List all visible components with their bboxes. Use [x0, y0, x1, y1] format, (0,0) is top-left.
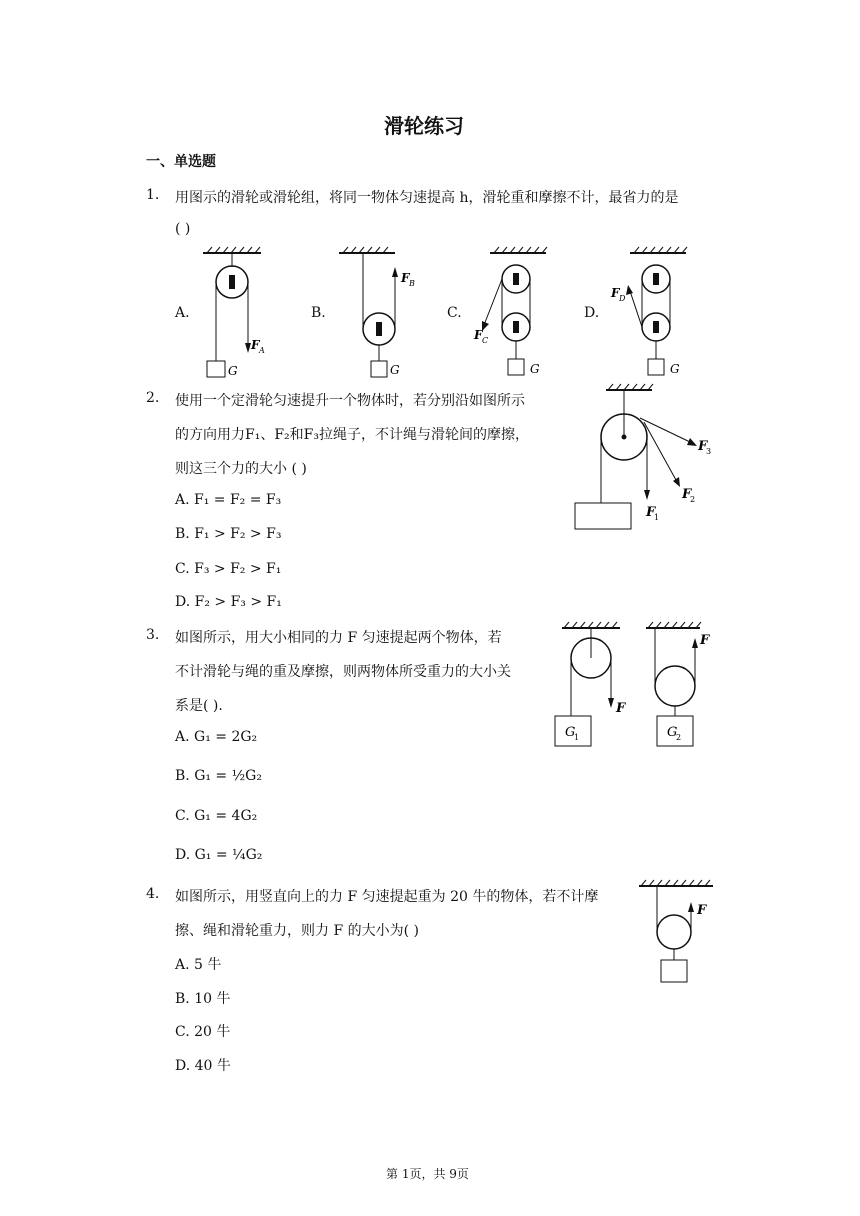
figure-c-pulley-block: [470, 245, 560, 380]
force-sub-d: D: [619, 294, 626, 303]
question-text-line: 不计滑轮与绳的重及摩擦，则两物体所受重力的大小关: [175, 664, 511, 680]
force-label-c: F: [474, 328, 483, 342]
force-label: F: [616, 701, 626, 716]
force-label-b: F: [401, 271, 410, 285]
question-text-line: 使用一个定滑轮匀速提升一个物体时，若分别沿如图所示: [175, 393, 525, 409]
question-text: 用图示的滑轮或滑轮组，将同一物体匀速提高 h，滑轮重和摩擦不计，最省力的是: [175, 190, 679, 206]
weight-sub-g2: 2: [676, 733, 682, 742]
force-sub-c: C: [482, 336, 489, 345]
question-text-line: 如图所示，用大小相同的力 F 匀速提起两个物体，若: [175, 630, 502, 646]
weight-sub-g1: 1: [574, 733, 580, 742]
option-d: D. G₁ = ¼G₂: [175, 847, 263, 863]
force-label-f1: F: [646, 505, 656, 520]
force-label-f2: F: [682, 487, 692, 502]
figure-b-movable-pulley: [335, 245, 425, 380]
option-d: D. F₂ > F₃ > F₁: [175, 594, 282, 610]
question-number: 4.: [146, 886, 160, 902]
figure-two-pulleys: [550, 620, 720, 755]
section-heading: 一、单选题: [146, 154, 216, 170]
page-title: 滑轮练习: [384, 114, 464, 138]
weight-label-g1: G: [565, 725, 576, 740]
option-b: B. G₁ = ½G₂: [175, 768, 262, 784]
force-sub-f2: 2: [690, 495, 696, 504]
option-a: A. G₁ = 2G₂: [175, 729, 258, 745]
option-b: B. F₁ > F₂ > F₃: [175, 526, 282, 542]
option-c: C. G₁ = 4G₂: [175, 808, 258, 824]
page-footer: 第 1页，共 9页: [386, 1167, 469, 1181]
option-c: C. 20 牛: [175, 1024, 231, 1040]
option-label-a: A.: [175, 305, 190, 321]
weight-label-g2: G: [667, 725, 678, 740]
figure-a-fixed-pulley: [195, 245, 285, 380]
option-b: B. 10 牛: [175, 991, 231, 1007]
option-a: A. 5 牛: [175, 957, 222, 973]
figure-d-pulley-block: [610, 245, 700, 380]
force-sub-a: A: [259, 346, 265, 355]
force-label: F: [700, 633, 710, 648]
question-number: 3.: [146, 627, 160, 643]
force-label-a: F: [251, 338, 260, 352]
question-text-line: 如图所示，用竖直向上的力 F 匀速提起重为 20 牛的物体，若不计摩: [175, 889, 599, 905]
option-label-b: B.: [311, 305, 326, 321]
figure-fixed-pulley-three-forces: [570, 380, 720, 535]
question-text-line: 系是( ).: [175, 698, 223, 714]
force-sub-f3: 3: [706, 447, 712, 456]
force-sub-f1: 1: [654, 513, 660, 522]
weight-label: G: [390, 363, 400, 377]
weight-label: G: [228, 364, 238, 378]
question-text-line: 擦、绳和滑轮重力，则力 F 的大小为( ): [175, 923, 419, 939]
option-d: D. 40 牛: [175, 1058, 231, 1074]
weight-label: G: [530, 362, 540, 376]
force-label-d: F: [611, 286, 620, 300]
question-number: 1.: [146, 187, 160, 203]
force-label: F: [697, 903, 707, 918]
option-label-d: D.: [584, 305, 600, 321]
option-c: C. F₃ > F₂ > F₁: [175, 561, 282, 577]
force-label-f3: F: [698, 439, 708, 454]
weight-label: G: [670, 362, 680, 376]
question-text-line: 则这三个力的大小 ( ): [175, 461, 307, 477]
question-text-line: 的方向用力F₁、F₂和F₃拉绳子，不计绳与滑轮间的摩擦，: [175, 427, 529, 443]
option-a: A. F₁ = F₂ = F₃: [175, 492, 282, 508]
figure-movable-pulley: [635, 878, 720, 988]
force-sub-b: B: [409, 279, 415, 288]
option-label-c: C.: [447, 305, 462, 321]
answer-blank: ( ): [175, 221, 191, 237]
question-number: 2.: [146, 390, 160, 406]
